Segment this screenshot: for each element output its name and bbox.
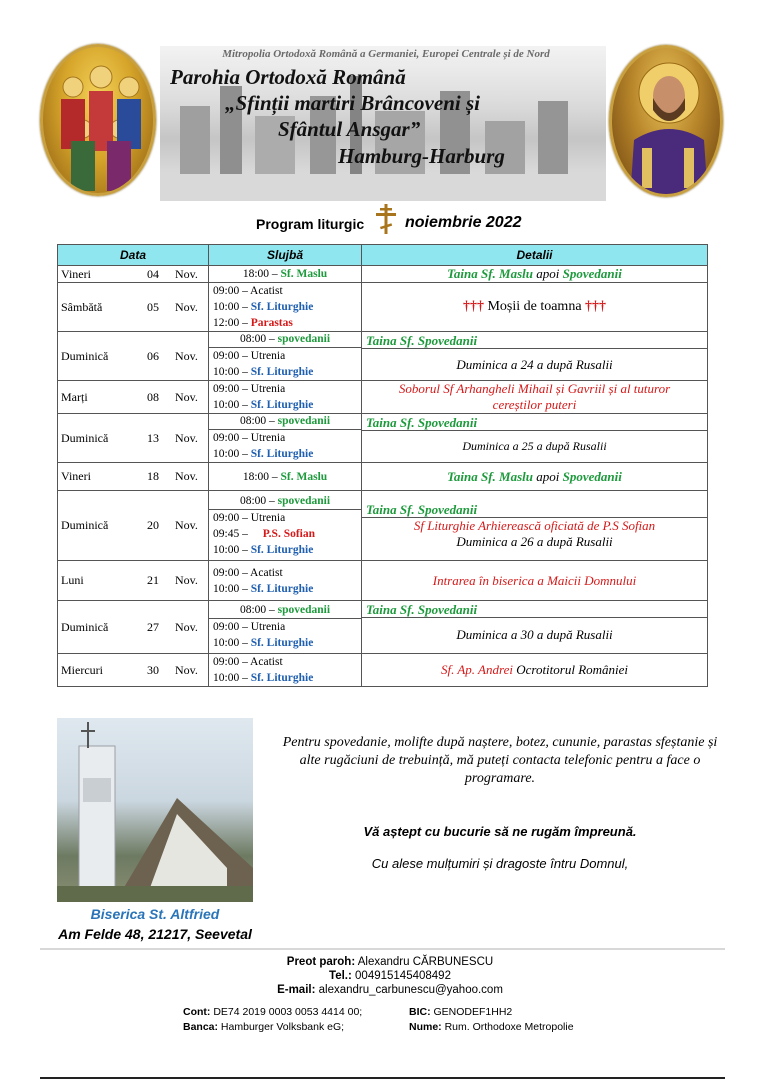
- service-cell: 09:00 – Utrenia 10:00 – Sf. Liturghie: [209, 381, 362, 414]
- service-cell: 09:00 – Acatist 10:00 – Sf. Liturghie: [209, 654, 362, 687]
- date-cell: Miercuri 30 Nov.: [58, 654, 209, 687]
- phone-line: Tel.: 004915145408492: [329, 970, 451, 982]
- details-cell: Intrarea în biserica a Maicii Domnului: [362, 561, 708, 601]
- service-cell: 08:00 – spovedanii 09:00 – Utrenia 09:45 – P.S. Sofian 10:00 – Sf. Liturghie: [209, 491, 362, 561]
- details-cell: Taina Sf. Spovedanii Sf Liturghie Arhierească oficiată de P.S Sofian Duminica a 26 a după Rusalii: [362, 491, 708, 561]
- priest-line: Preot paroh: Alexandru CĂRBUNESCU: [286, 956, 494, 968]
- metropolis-line: Mitropolia Ortodoxă Română a Germaniei, Europei Centrale și de Nord: [222, 48, 550, 60]
- saint-ansgar-icon: [609, 45, 723, 197]
- table-row: [58, 381, 708, 414]
- bic-line: BIC: GENODEF1HH2: [409, 1006, 513, 1018]
- date-cell: Duminică 13 Nov.: [58, 414, 209, 463]
- service-cell: 18:00 – Sf. Maslu: [209, 463, 362, 491]
- account-line: Cont: DE74 2019 0003 0053 4414 00;: [183, 1006, 363, 1018]
- contact-info-paragraph: Pentru spovedanie, molifte după naștere, botez, cununie, parastas sfeștanie și alte rugăciuni de trebuință, mă puteți contacta telefonic pentru a face o programare.: [282, 735, 718, 786]
- details-cell: Taina Sf. Spovedanii Duminica a 24 a după Rusalii: [362, 332, 708, 381]
- service-cell: 08:00 – spovedanii 09:00 – Utrenia 10:00 – Sf. Liturghie: [209, 414, 362, 463]
- closing-text: Cu alese mulțumiri și dragoste întru Domnul,: [371, 856, 629, 871]
- parish-patrons-line1: „Sfinții martiri Brâncoveni și: [225, 91, 480, 115]
- col-header-slujba: Slujbă: [209, 245, 362, 266]
- date-cell: Duminică 20 Nov.: [58, 491, 209, 561]
- col-header-data: Data: [58, 245, 209, 266]
- invitation-text: Vă aștept cu bucurie să ne rugăm împreună.: [363, 824, 637, 839]
- table-row: [58, 266, 708, 283]
- date-cell: Luni 21 Nov.: [58, 561, 209, 601]
- church-name: Biserica St. Altfried: [90, 906, 220, 922]
- service-cell: 18:00 – Sf. Maslu: [209, 266, 362, 283]
- brancoveni-saints-icon: [40, 44, 156, 196]
- details-cell: Soborul Sf Arhangheli Mihail și Gavriil și al tuturor cereștilor puteri: [362, 381, 708, 414]
- cross-icon: †††: [585, 299, 607, 314]
- details-cell: Taina Sf. Spovedanii Duminica a 30 a după Rusalii: [362, 601, 708, 654]
- church-address: Am Felde 48, 21217, Seevetal: [58, 926, 252, 942]
- table-row: [58, 283, 708, 332]
- footer-divider: [40, 1077, 725, 1079]
- orthodox-cross-icon: [371, 203, 401, 235]
- name-line: Nume: Rum. Orthodoxe Metropolie: [409, 1021, 574, 1033]
- cross-icon: †††: [462, 299, 484, 314]
- date-cell: Vineri 18 Nov.: [58, 463, 209, 491]
- service-cell: 08:00 – spovedanii 09:00 – Utrenia 10:00 – Sf. Liturghie: [209, 601, 362, 654]
- parish-location: Hamburg-Harburg: [338, 144, 505, 168]
- email-line[interactable]: E-mail: alexandru_carbunescu@yahoo.com: [277, 984, 503, 996]
- table-row: [58, 654, 708, 687]
- divider: [40, 948, 725, 950]
- table-row: [58, 561, 708, 601]
- date-cell: Duminică 06 Nov.: [58, 332, 209, 381]
- date-cell: Marți 08 Nov.: [58, 381, 209, 414]
- date-cell: Duminică 27 Nov.: [58, 601, 209, 654]
- table-row: [58, 414, 708, 463]
- bank-line: Banca: Hamburger Volksbank eG;: [183, 1021, 345, 1033]
- parish-title: Parohia Ortodoxă Română: [170, 65, 406, 89]
- service-cell: 09:00 – Acatist 10:00 – Sf. Liturghie 12:00 – Parastas: [209, 283, 362, 332]
- date-cell: Vineri 04 Nov.: [58, 266, 209, 283]
- details-cell: Taina Sf. Spovedanii Duminica a 25 a după Rusalii: [362, 414, 708, 463]
- details-cell: Sf. Ap. Andrei Ocrotitorul României: [362, 654, 708, 687]
- table-row: [58, 601, 708, 654]
- col-header-detalii: Detalii: [362, 245, 708, 266]
- table-row: [58, 332, 708, 381]
- details-cell: ††† Moșii de toamna †††: [362, 283, 708, 332]
- details-cell: Taina Sf. Maslu apoi Spovedanii: [362, 463, 708, 491]
- church-photo: [57, 718, 253, 902]
- date-cell: Sâmbătă 05 Nov.: [58, 283, 209, 332]
- details-cell: Taina Sf. Maslu apoi Spovedanii: [362, 266, 708, 283]
- schedule-table: [57, 244, 708, 687]
- service-cell: 08:00 – spovedanii 09:00 – Utrenia 10:00 – Sf. Liturghie: [209, 332, 362, 381]
- table-row: [58, 491, 708, 561]
- parish-patrons-line2: Sfântul Ansgar”: [278, 117, 421, 141]
- program-month: noiembrie 2022: [405, 214, 522, 231]
- table-header-row: [58, 245, 708, 266]
- service-cell: 09:00 – Acatist 10:00 – Sf. Liturghie: [209, 561, 362, 601]
- table-row: [58, 463, 708, 491]
- program-label: Program liturgic: [256, 216, 365, 232]
